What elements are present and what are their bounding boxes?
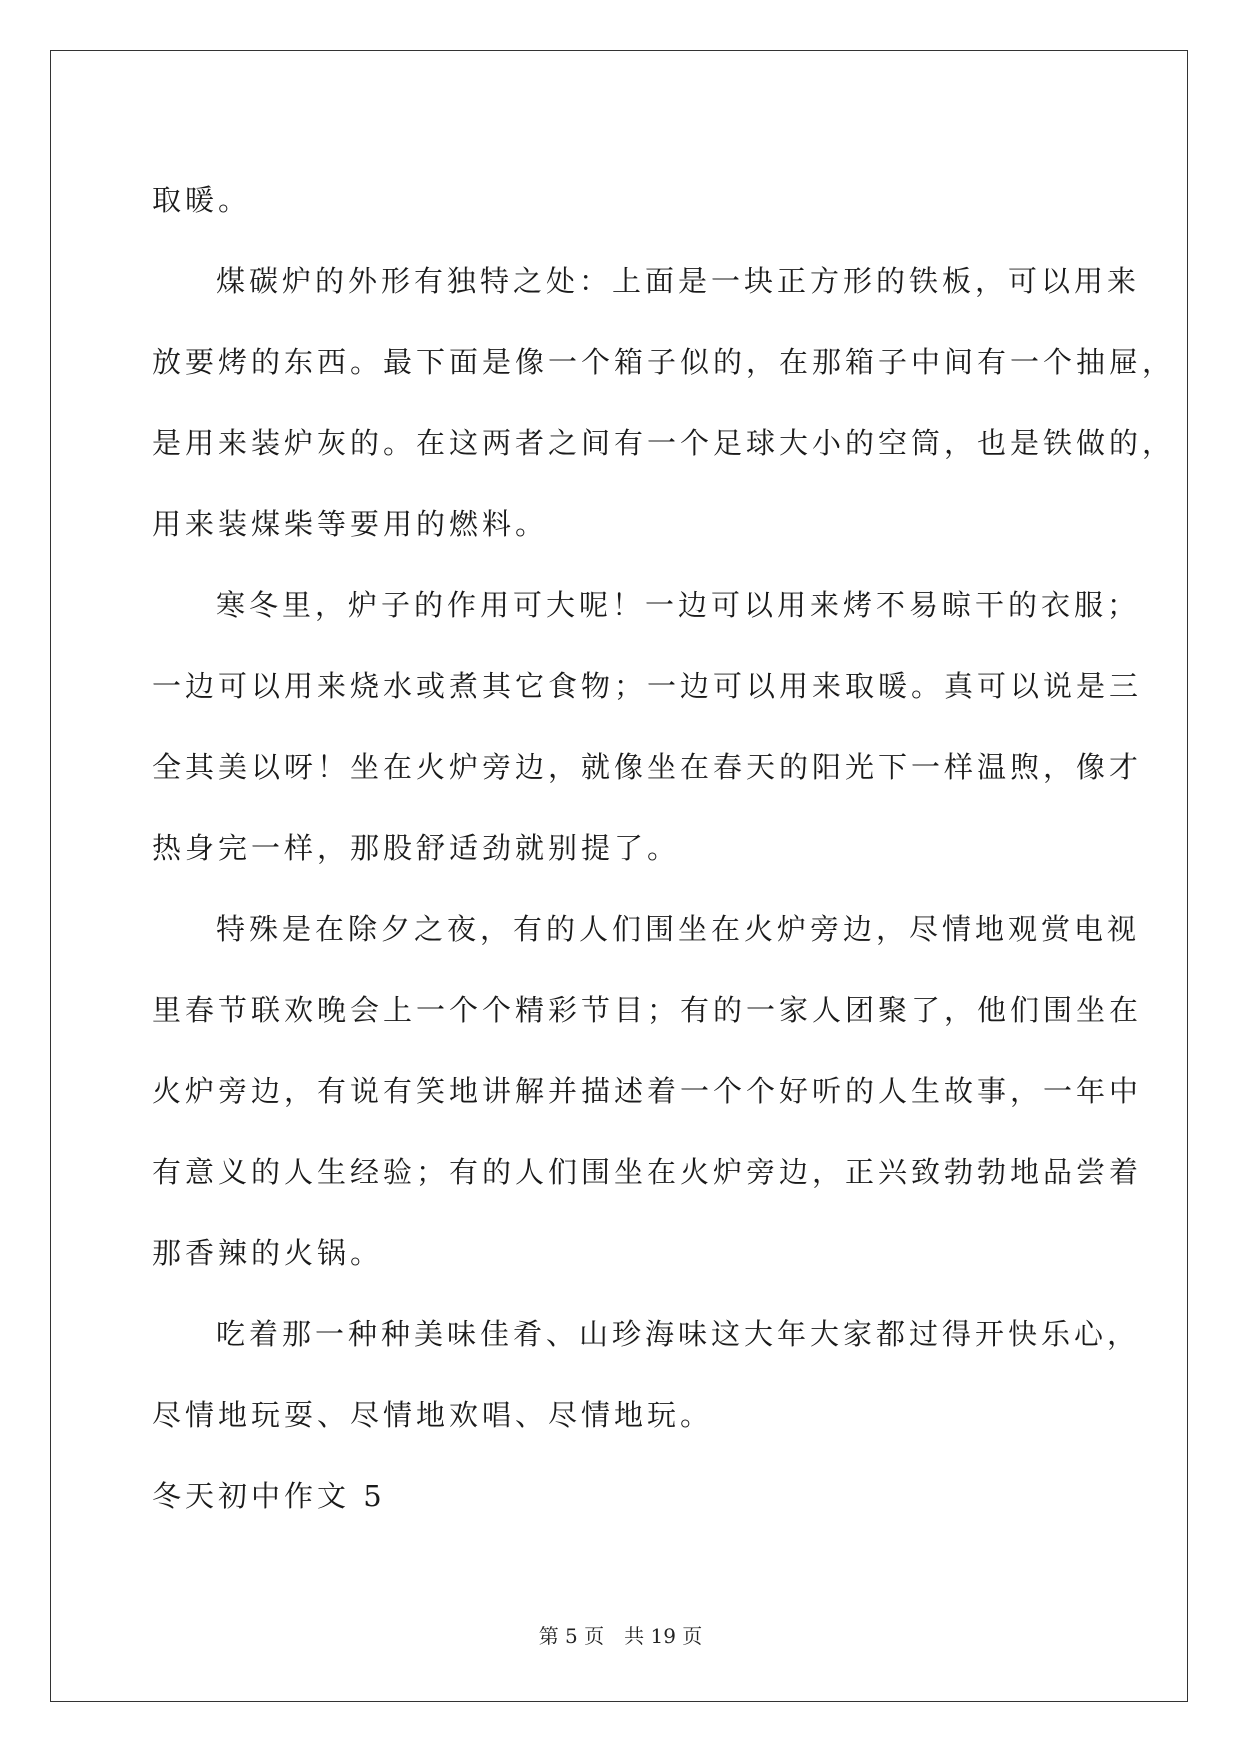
text-line-13: 有意义的人生经验；有的人们围坐在火炉旁边，正兴致勃勃地品尝着 — [152, 1155, 1143, 1189]
text-line-8: 全其美以呀！坐在火炉旁边，就像坐在春天的阳光下一样温煦，像才 — [152, 750, 1143, 784]
page-number: 第 5 页 共 19 页 — [538, 1624, 703, 1648]
text-line-15: 吃着那一种种美味佳肴、山珍海味这大年大家都过得开快乐心， — [216, 1317, 1141, 1351]
text-line-12: 火炉旁边，有说有笑地讲解并描述着一个个好听的人生故事，一年中 — [152, 1074, 1143, 1108]
text-line-14: 那香辣的火锅。 — [152, 1236, 384, 1270]
document-body — [152, 160, 1176, 1537]
text-line-10: 特殊是在除夕之夜，有的人们围坐在火炉旁边，尽情地观赏电视 — [216, 912, 1141, 946]
text-line-11: 里春节联欢晚会上一个个精彩节目；有的一家人团聚了，他们围坐在 — [152, 993, 1143, 1027]
text-line-4: 是用来装炉灰的。在这两者之间有一个足球大小的空筒，也是铁做的， — [152, 426, 1176, 460]
text-line-9: 热身完一样，那股舒适劲就别提了。 — [152, 831, 681, 865]
text-line-16: 尽情地玩耍、尽情地欢唱、尽情地玩。 — [152, 1398, 714, 1432]
text-line-3: 放要烤的东西。最下面是像一个箱子似的，在那箱子中间有一个抽屉， — [152, 345, 1176, 379]
text-line-1: 取暖。 — [152, 183, 252, 217]
text-line-2: 煤碳炉的外形有独特之处：上面是一块正方形的铁板，可以用来 — [216, 264, 1141, 298]
text-line-6: 寒冬里，炉子的作用可大呢！一边可以用来烤不易晾干的衣服； — [216, 588, 1141, 622]
section-heading: 冬天初中作文 5 — [152, 1479, 386, 1513]
text-line-5: 用来装煤柴等要用的燃料。 — [152, 507, 549, 541]
text-line-7: 一边可以用来烧水或煮其它食物；一边可以用来取暖。真可以说是三 — [152, 669, 1143, 703]
